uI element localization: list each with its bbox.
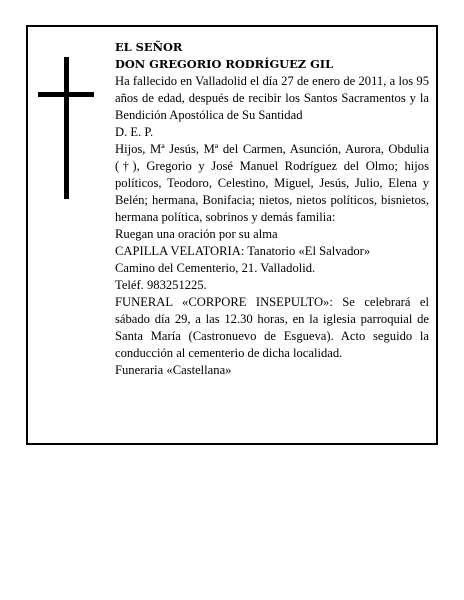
dep-line: D. E. P. <box>115 125 154 139</box>
chapel-phone: Teléf. 983251225. <box>115 278 207 292</box>
deceased-name: DON GREGORIO RODRÍGUEZ GIL <box>115 57 334 71</box>
chapel-address: Camino del Cementerio, 21. Valladolid. <box>115 261 316 275</box>
notice-content <box>115 39 429 379</box>
cross-horizontal-bar <box>38 92 94 97</box>
chapel-line: CAPILLA VELATORIA: Tanatorio «El Salvador» <box>115 244 371 258</box>
funeral-home: Funeraria «Castellana» <box>115 363 232 377</box>
deceased-title: EL SEÑOR <box>115 40 183 54</box>
family-list: Hijos, Mª Jesús, Mª del Carmen, Asunción, Aurora, Obdulia (†), Gregorio y José Manuel Rodríguez del Olmo; hijos políticos, Teodoro, Celestino, Miguel, Jesús, Julio, Elena y Belén; hermana, Bonifacia; nietos, nietos políticos, bisnietos, hermana política, sobrinos y demás familia: <box>115 142 429 224</box>
prayer-request: Ruegan una oración por su alma <box>115 227 278 241</box>
funeral-details: FUNERAL «CORPORE INSEPULTO»: Se celebrará el sábado día 29, a las 12.30 horas, en la iglesia parroquial de Santa María (Castronuevo de Esgueva). Acto seguido la conducción al cementerio de dicha localidad. <box>115 295 429 360</box>
cross-icon <box>38 57 94 199</box>
obituary-notice <box>26 25 438 445</box>
death-announcement: Ha fallecido en Valladolid el día 27 de enero de 2011, a los 95 años de edad, después de recibir los Santos Sacramentos y la Bendición Apostólica de Su Santidad <box>115 74 429 122</box>
cross-vertical-bar <box>64 57 69 199</box>
